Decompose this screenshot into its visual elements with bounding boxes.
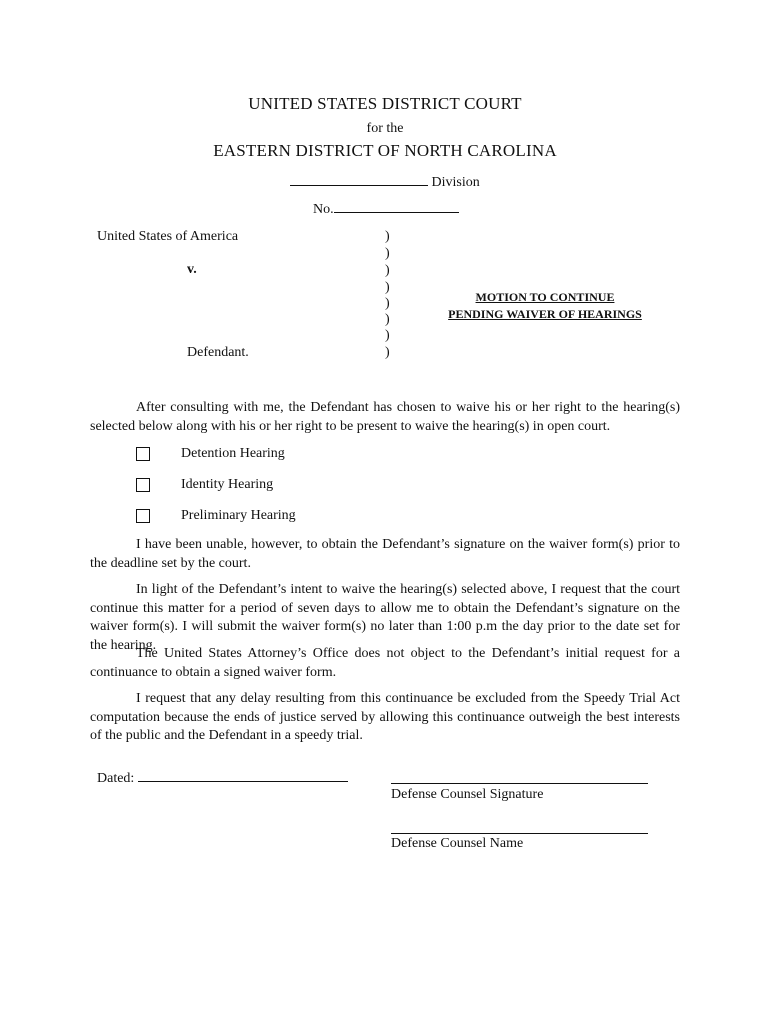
preliminary-hearing-label: Preliminary Hearing bbox=[181, 508, 296, 523]
paren: ) bbox=[385, 328, 390, 343]
paren: ) bbox=[385, 280, 390, 295]
counsel-name-label: Defense Counsel Name bbox=[391, 836, 524, 851]
attorney-text: The United States Attorney’s Office does not object to the Defendant’s initial request for a continuance to obtain a signed waiver form. bbox=[90, 646, 680, 680]
attorney-paragraph bbox=[90, 645, 680, 682]
paren: ) bbox=[385, 246, 390, 261]
plaintiff-name: United States of America bbox=[97, 229, 239, 244]
versus-text: v. bbox=[187, 262, 197, 277]
intro-text: After consulting with me, the Defendant has chosen to waive his or her right to the hearing(s) selected below along with his or her right to be present to waive the hearing(s) in open court. bbox=[90, 400, 680, 434]
preliminary-hearing-checkbox[interactable] bbox=[136, 509, 150, 523]
district-title-text: EASTERN DISTRICT OF NORTH CAROLINA bbox=[213, 141, 557, 160]
district-title bbox=[0, 141, 770, 161]
delay-paragraph bbox=[90, 690, 680, 746]
division-blank[interactable] bbox=[290, 185, 428, 186]
identity-hearing-label: Identity Hearing bbox=[181, 477, 274, 492]
request-text: In light of the Defendant’s intent to waive the hearing(s) selected above, I request that the court continue this matter for a period of seven days to allow me to obtain the Defendant’s signature on the waiver form(s). I will submit the waiver form(s) no later than 1:00 p.m the day prior to the date set for the hearing. bbox=[90, 582, 680, 653]
court-title bbox=[0, 94, 770, 114]
identity-hearing-checkbox[interactable] bbox=[136, 478, 150, 492]
delay-text: I request that any delay resulting from this continuance be excluded from the Speedy Trial Act computation because the ends of justice served by allowing this continuance outweigh the best interests of the public and the Defendant in a speedy trial. bbox=[90, 691, 680, 743]
division-label: Division bbox=[431, 175, 480, 190]
case-no-label: No. bbox=[313, 202, 334, 217]
motion-title bbox=[430, 289, 660, 323]
motion-title-line1: MOTION TO CONTINUE bbox=[475, 290, 615, 304]
counsel-signature-line[interactable] bbox=[391, 783, 648, 784]
motion-title-line2: PENDING WAIVER OF HEARINGS bbox=[448, 307, 642, 321]
unable-paragraph bbox=[90, 536, 680, 573]
dated-label: Dated: bbox=[97, 771, 135, 786]
case-number-row bbox=[313, 202, 459, 218]
division-row bbox=[290, 175, 480, 191]
counsel-signature-label: Defense Counsel Signature bbox=[391, 787, 544, 802]
paren: ) bbox=[385, 229, 390, 244]
dated-row bbox=[97, 771, 348, 787]
paren: ) bbox=[385, 296, 390, 311]
paren: ) bbox=[385, 312, 390, 327]
paren: ) bbox=[385, 345, 390, 360]
paren: ) bbox=[385, 263, 390, 278]
date-blank[interactable] bbox=[138, 781, 348, 782]
detention-hearing-label: Detention Hearing bbox=[181, 446, 285, 461]
unable-text: I have been unable, however, to obtain the Defendant’s signature on the waiver form(s) prior to the deadline set by the court. bbox=[90, 537, 680, 571]
for-the-text: for the bbox=[366, 121, 404, 136]
intro-paragraph bbox=[90, 399, 680, 436]
detention-hearing-checkbox[interactable] bbox=[136, 447, 150, 461]
court-title-text: UNITED STATES DISTRICT COURT bbox=[248, 94, 522, 113]
case-number-blank[interactable] bbox=[334, 212, 459, 213]
request-paragraph bbox=[90, 581, 680, 655]
defendant-label: Defendant. bbox=[187, 345, 249, 360]
counsel-name-line[interactable] bbox=[391, 833, 648, 834]
